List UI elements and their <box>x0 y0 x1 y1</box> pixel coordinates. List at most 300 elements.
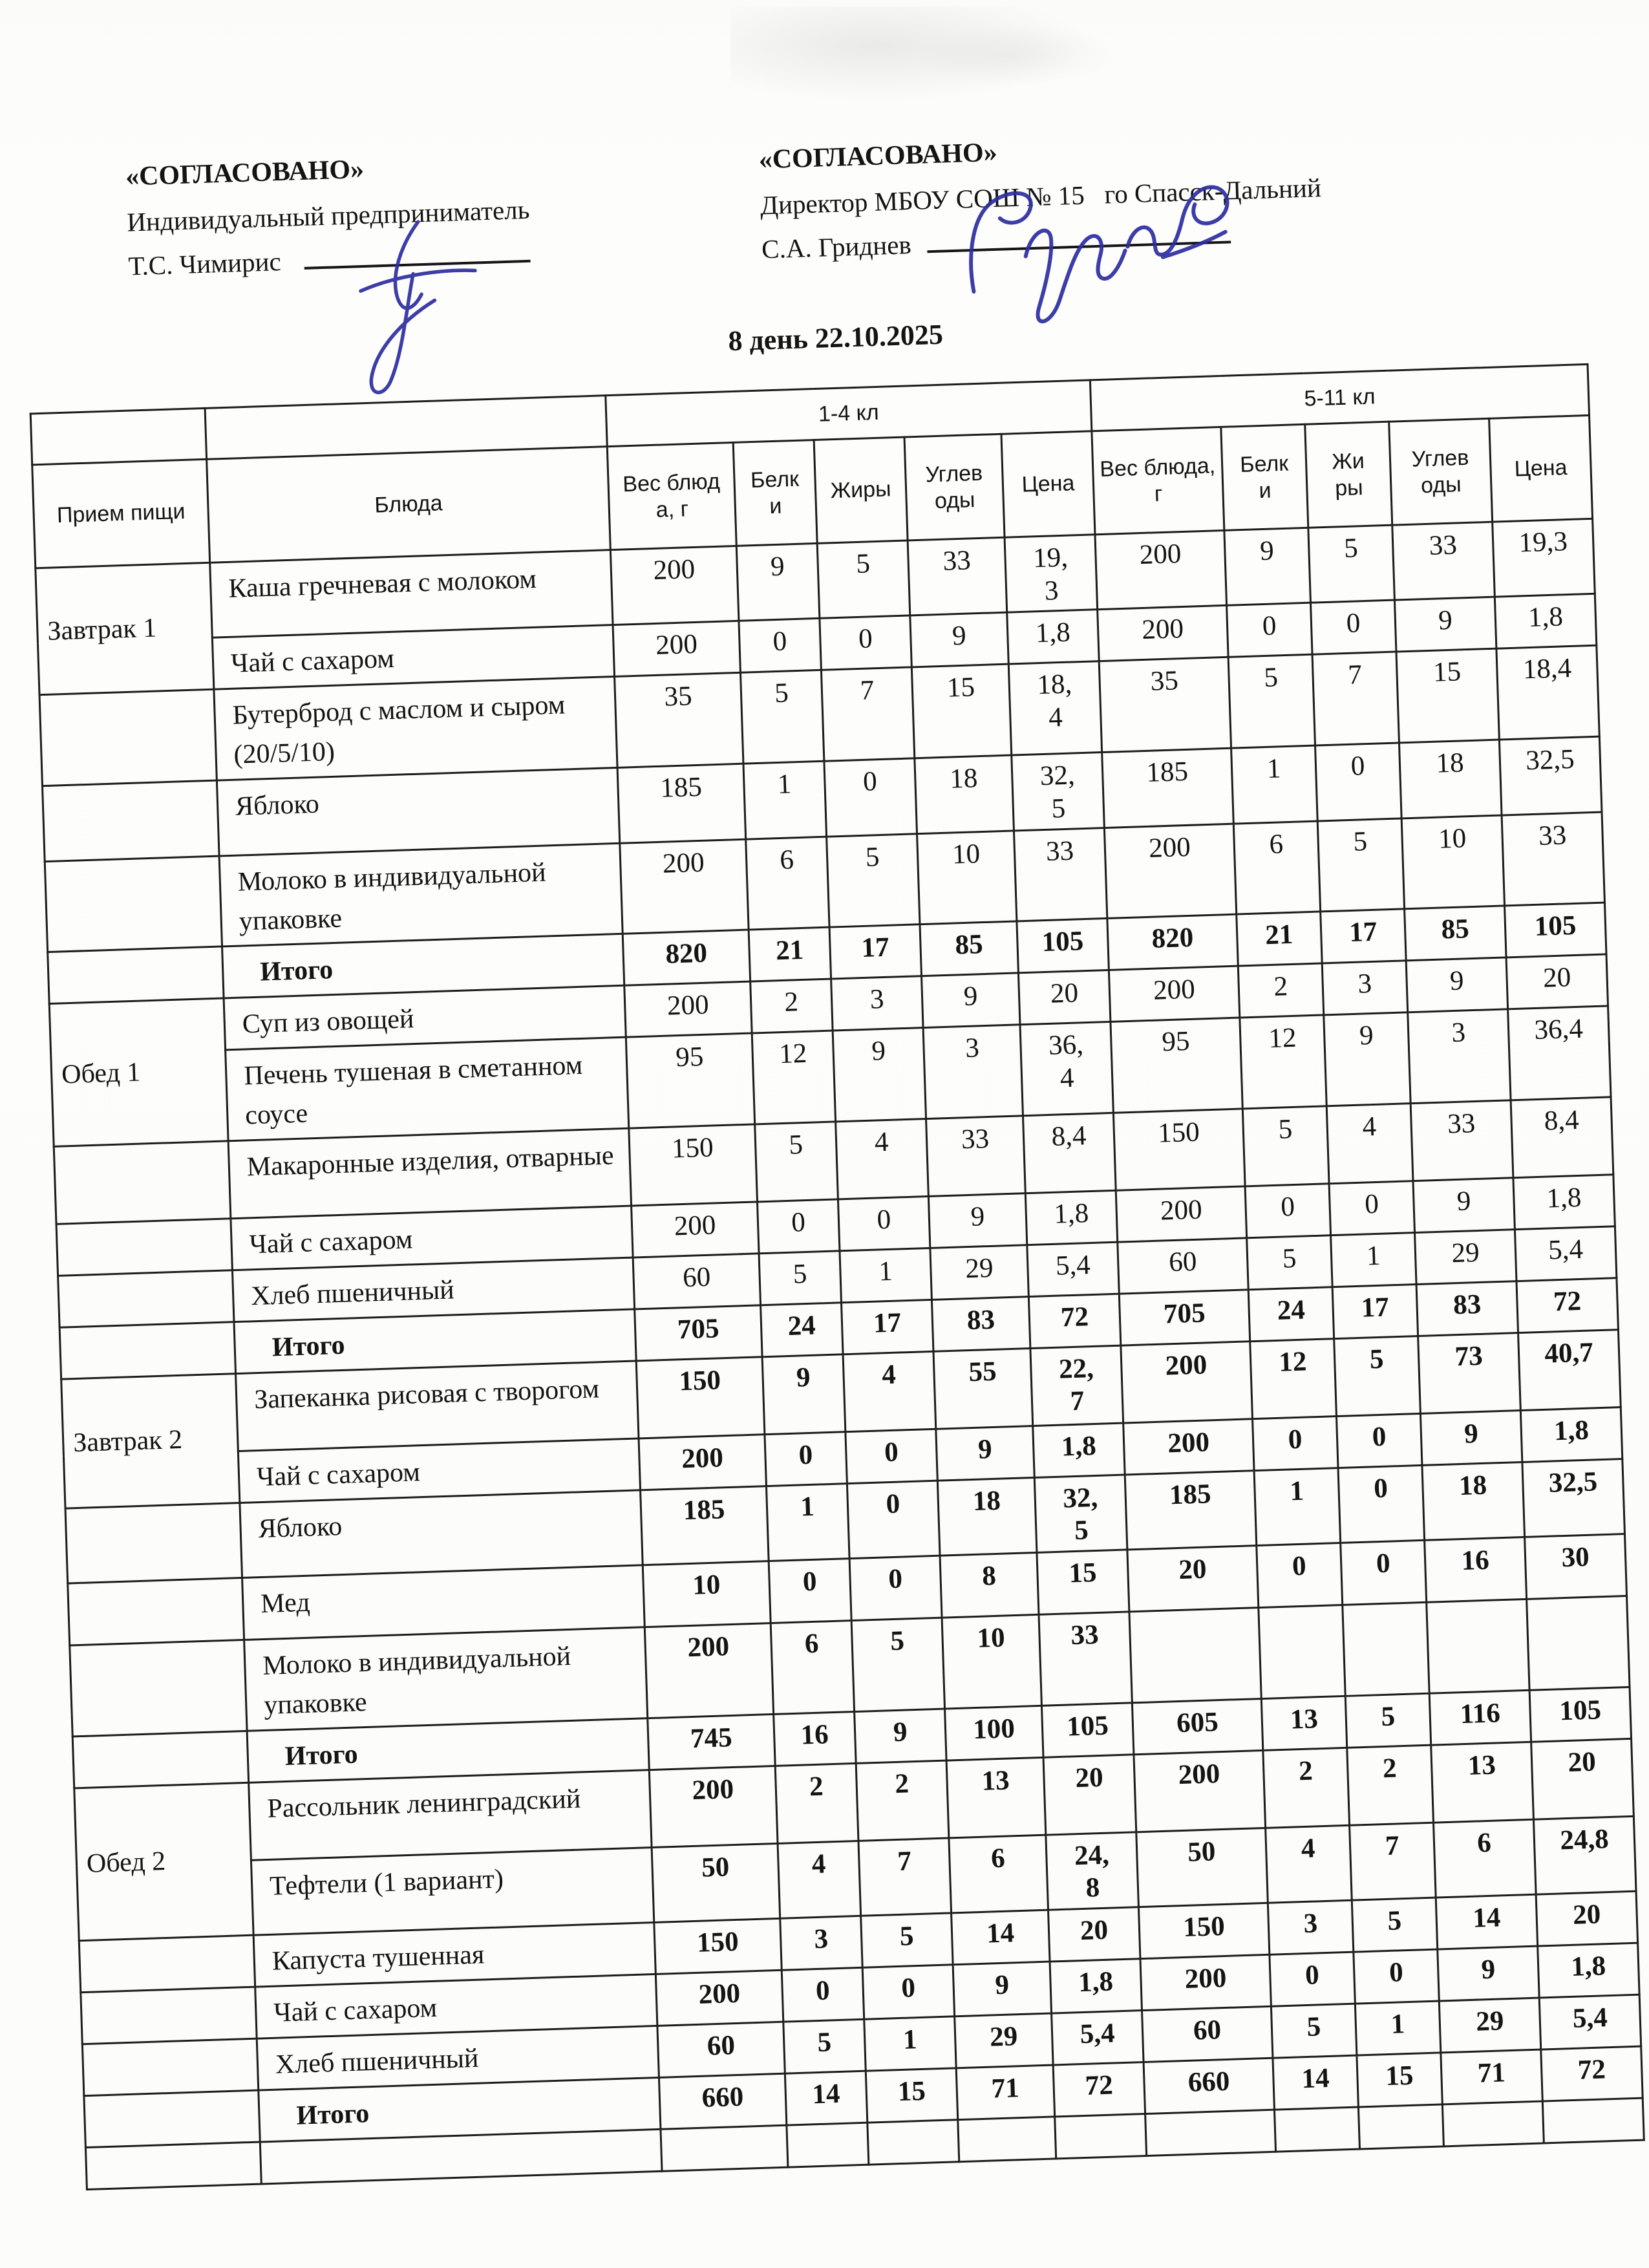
value-cell: 18 <box>937 1477 1037 1556</box>
column-header-1-4-3 <box>904 434 1005 540</box>
value-cell: 0 <box>765 1431 847 1486</box>
dish-cell: Суп из овощей <box>224 986 626 1051</box>
document-content <box>11 0 1646 2268</box>
value-cell: 6 <box>746 837 829 930</box>
value-cell: 24,8 <box>1533 1816 1636 1894</box>
value-cell: 32,5 <box>1522 1459 1625 1537</box>
value-cell: 5 <box>1352 1898 1437 1952</box>
value-cell: 745 <box>648 1714 775 1770</box>
value-cell: 14 <box>1273 2055 1358 2110</box>
dish-cell: Бутерброд с маслом и сыром (20/5/10) <box>214 677 617 780</box>
value-cell: 150 <box>1138 1903 1269 1958</box>
value-cell <box>1055 2113 1147 2159</box>
value-cell <box>1527 1596 1630 1690</box>
dish-cell: Яблоко <box>240 1490 643 1578</box>
menu-table <box>30 363 1645 2191</box>
approval-block-left <box>125 142 531 289</box>
value-cell <box>1025 1190 1117 1245</box>
value-text: 32,5 <box>1039 760 1076 824</box>
value-cell: 17 <box>842 1300 933 1354</box>
value-cell: 10 <box>1401 815 1504 910</box>
value-cell: 9 <box>953 1962 1051 2017</box>
value-cell: 8 <box>940 1552 1039 1618</box>
value-cell <box>1259 1605 1345 1698</box>
value-cell: 12 <box>1250 1338 1337 1418</box>
dish-cell: Итого <box>222 934 624 999</box>
value-cell: 0 <box>1257 1543 1343 1607</box>
value-cell: 5 <box>861 1913 953 1967</box>
value-cell <box>958 2117 1056 2162</box>
value-cell <box>1046 1832 1139 1910</box>
dish-cell: Чай с сахаром <box>212 625 614 690</box>
approver-role-right: Директор МБОУ СОШ № 15 го Спасск-Дальний <box>760 172 1322 220</box>
column-header-meal: Прием пищи <box>32 459 210 568</box>
value-cell: 1 <box>766 1483 849 1561</box>
value-cell <box>1028 1294 1120 1348</box>
value-cell: 29 <box>955 2013 1053 2068</box>
value-cell: 820 <box>622 930 750 985</box>
value-cell: 3 <box>831 976 923 1031</box>
value-cell: 0 <box>1270 1952 1355 2006</box>
value-cell: 17 <box>1332 1284 1418 1338</box>
value-cell: 2 <box>1263 1748 1350 1828</box>
value-text: 1,8 <box>1078 1966 1114 1998</box>
column-header-5-11-2 <box>1305 422 1392 528</box>
dish-cell: Итого <box>247 1718 649 1782</box>
value-cell: 5 <box>759 1251 841 1305</box>
value-cell: 17 <box>1321 909 1406 963</box>
value-text: 1,8 <box>1053 1198 1089 1230</box>
value-cell: 1 <box>840 1248 931 1302</box>
value-cell: 200 <box>620 839 749 934</box>
value-cell: 0 <box>1253 1416 1338 1470</box>
value-cell: 0 <box>1311 601 1396 655</box>
column-header-1-4-2 <box>814 437 908 543</box>
column-header-label: Белки <box>750 466 800 519</box>
value-cell: 5,4 <box>1539 1995 1641 2049</box>
value-cell: 33 <box>1410 1100 1513 1181</box>
value-cell: 55 <box>933 1348 1033 1429</box>
value-cell: 29 <box>1415 1230 1516 1285</box>
value-cell: 5 <box>1345 1693 1431 1748</box>
value-cell: 185 <box>641 1486 769 1565</box>
dish-cell: Итого <box>259 2077 661 2142</box>
column-header-5-11-4 <box>1489 415 1593 522</box>
dish-cell: Итого <box>234 1309 636 1374</box>
value-cell: 3 <box>1322 961 1407 1015</box>
value-cell: 820 <box>1107 914 1238 970</box>
value-cell: 2 <box>1347 1745 1434 1825</box>
value-cell: 13 <box>1261 1696 1346 1750</box>
value-cell <box>1023 1113 1116 1193</box>
value-cell: 5 <box>1317 818 1404 912</box>
meal-cell <box>59 1321 235 1378</box>
value-cell: 1,8 <box>1520 1407 1622 1462</box>
value-cell <box>661 2125 788 2172</box>
value-cell: 20 <box>1127 1546 1259 1612</box>
value-cell: 105 <box>1505 903 1606 957</box>
value-cell: 13 <box>946 1757 1046 1838</box>
value-cell: 7 <box>858 1838 952 1916</box>
value-cell: 6 <box>1434 1819 1537 1898</box>
value-cell <box>1358 2104 1443 2150</box>
value-cell: 85 <box>920 921 1018 976</box>
value-cell: 200 <box>639 1434 766 1490</box>
meal-cell <box>82 2038 258 2095</box>
value-cell: 10 <box>942 1614 1041 1708</box>
value-cell: 14 <box>1436 1894 1537 1949</box>
value-cell <box>1442 2101 1544 2147</box>
value-cell: 12 <box>752 1031 835 1124</box>
value-text: 105 <box>1066 1710 1109 1742</box>
column-header-label: Белки <box>1239 451 1289 503</box>
dish-cell: Макаронные изделия, отварные <box>228 1128 631 1219</box>
value-text: 105 <box>1041 926 1084 958</box>
value-cell: 6 <box>1233 821 1320 915</box>
value-cell: 1 <box>743 761 827 839</box>
value-text: 1,8 <box>1061 1430 1097 1462</box>
value-cell <box>1048 1907 1140 1962</box>
value-cell: 0 <box>846 1429 937 1483</box>
value-text: 20 <box>1074 1762 1104 1793</box>
value-cell: 0 <box>1341 1540 1427 1605</box>
value-cell: 0 <box>739 619 821 673</box>
value-cell <box>1041 1703 1133 1757</box>
value-cell: 14 <box>952 1910 1050 1965</box>
value-cell: 3 <box>1408 1009 1511 1104</box>
signature-line-left <box>303 231 530 270</box>
value-cell: 4 <box>1326 1104 1413 1184</box>
value-cell: 9 <box>1324 1012 1410 1106</box>
value-cell: 20 <box>1506 954 1608 1009</box>
value-cell: 71 <box>956 2065 1054 2120</box>
meal-cell: Завтрак 2 <box>61 1373 240 1508</box>
value-cell <box>1542 2098 1644 2144</box>
dish-cell: Чай с сахаром <box>231 1206 633 1270</box>
value-cell: 1 <box>1231 745 1318 824</box>
value-cell: 18 <box>1399 740 1502 818</box>
value-cell: 185 <box>1102 748 1234 828</box>
column-header-5-11-0 <box>1092 427 1224 534</box>
value-cell: 5 <box>1334 1336 1421 1416</box>
value-cell: 85 <box>1405 906 1506 961</box>
value-text: 72 <box>1084 2070 1114 2101</box>
approval-block-right <box>758 120 1323 272</box>
value-cell: 20 <box>1531 1738 1634 1819</box>
value-cell <box>1018 970 1110 1025</box>
value-cell: 15 <box>1396 648 1499 743</box>
value-cell: 33 <box>926 1116 1026 1197</box>
value-cell: 200 <box>649 1766 778 1847</box>
value-cell: 60 <box>1142 2006 1273 2062</box>
value-cell <box>1053 2062 1145 2116</box>
value-text: 15 <box>1068 1557 1098 1589</box>
value-cell: 7 <box>1350 1823 1436 1901</box>
value-cell: 0 <box>862 1965 954 2019</box>
dish-cell: Каша гречневая с молоком <box>210 550 613 638</box>
value-cell: 4 <box>843 1351 936 1431</box>
value-text: 33 <box>1045 835 1074 867</box>
column-header-label: Вес блюда, г <box>1099 453 1216 506</box>
value-cell: 83 <box>1416 1281 1518 1336</box>
approver-role-left: Индивидуальный предприниматель <box>126 194 530 237</box>
meal-cell <box>65 1503 242 1583</box>
column-header-label: Цена <box>1514 455 1568 482</box>
value-cell: 9 <box>910 613 1008 668</box>
value-cell <box>1129 1608 1261 1703</box>
dish-cell: Хлеб пшеничный <box>232 1257 634 1322</box>
value-cell: 0 <box>1315 743 1402 821</box>
value-cell: 35 <box>615 673 743 768</box>
value-cell: 2 <box>856 1760 949 1841</box>
column-header-1-4-1 <box>733 440 817 546</box>
value-cell: 200 <box>1121 1341 1253 1422</box>
value-cell: 3 <box>780 1916 862 1970</box>
column-header-dish: Блюда <box>207 447 611 563</box>
value-cell: 15 <box>1357 2053 1442 2107</box>
value-cell: 4 <box>836 1118 929 1199</box>
value-cell: 200 <box>655 1970 783 2026</box>
meal-cell <box>68 1578 244 1645</box>
value-cell <box>1007 610 1099 664</box>
approval-stamp-left: «СОГЛАСОВАНО» <box>125 154 365 192</box>
value-cell: 16 <box>774 1711 856 1766</box>
value-cell: 9 <box>1413 1178 1515 1233</box>
dish-cell: Тефтели (1 вариант) <box>251 1847 654 1935</box>
value-cell <box>1012 753 1105 831</box>
meal-cell <box>39 690 217 786</box>
value-cell: 200 <box>1095 530 1227 610</box>
value-cell: 5 <box>827 833 920 927</box>
value-cell: 14 <box>785 2071 867 2125</box>
column-header-label: Жиры <box>830 476 892 504</box>
value-cell: 95 <box>626 1033 754 1128</box>
value-cell: 24 <box>761 1303 843 1357</box>
value-cell: 0 <box>769 1559 851 1623</box>
value-cell: 0 <box>1336 1413 1421 1468</box>
value-cell: 32,5 <box>1499 736 1602 815</box>
value-cell: 9 <box>1438 1946 1539 2001</box>
value-cell: 5 <box>1228 655 1315 749</box>
value-cell: 105 <box>1529 1687 1631 1742</box>
value-cell: 100 <box>945 1706 1043 1760</box>
value-cell: 116 <box>1429 1690 1531 1745</box>
value-text: 22,7 <box>1058 1353 1094 1417</box>
value-text: 18,4 <box>1036 669 1072 733</box>
meal-cell <box>72 1731 248 1788</box>
value-cell: 1 <box>864 2017 956 2071</box>
value-cell <box>1008 661 1101 755</box>
value-cell <box>1020 1022 1113 1116</box>
value-cell: 200 <box>1098 606 1228 661</box>
column-header-5-11-1 <box>1221 424 1308 530</box>
value-cell: 200 <box>624 981 752 1037</box>
column-header-label: Жиры <box>1331 448 1365 500</box>
meal-cell <box>70 1640 247 1736</box>
value-cell: 200 <box>1140 1954 1271 2010</box>
meal-cell <box>84 2090 260 2147</box>
value-cell <box>1030 1345 1123 1426</box>
value-cell: 1,8 <box>1513 1175 1615 1230</box>
value-text: 19,3 <box>1032 542 1069 606</box>
value-text: 5,4 <box>1055 1249 1091 1281</box>
dish-cell: Молоко в индивидуальной упаковке <box>219 843 622 947</box>
value-cell: 0 <box>838 1196 930 1250</box>
value-cell: 29 <box>930 1245 1028 1300</box>
value-cell: 7 <box>1312 652 1399 745</box>
meal-cell <box>79 1935 255 1992</box>
value-cell: 0 <box>1338 1465 1425 1543</box>
meal-cell <box>81 1987 257 2044</box>
value-cell: 705 <box>1119 1290 1250 1345</box>
value-cell: 19,3 <box>1493 519 1595 597</box>
meal-cell: Обед 2 <box>74 1782 253 1941</box>
value-cell: 0 <box>1329 1181 1414 1236</box>
value-cell <box>1034 1475 1127 1553</box>
value-cell: 18,4 <box>1496 646 1599 740</box>
value-cell: 21 <box>1237 912 1322 966</box>
approver-name-right: С.А. Гриднев <box>761 209 1323 272</box>
column-header-1-4-0 <box>607 442 736 550</box>
dish-cell: Молоко в индивидуальной упаковке <box>244 1627 648 1731</box>
value-cell: 4 <box>778 1841 861 1918</box>
meal-cell <box>58 1270 234 1327</box>
value-cell: 200 <box>1123 1418 1254 1474</box>
menu-title: 8 день 22.10.2025 <box>727 318 944 358</box>
value-cell <box>1037 1550 1129 1614</box>
approval-stamp-right: «СОГЛАСОВАНО» <box>758 137 998 175</box>
value-cell: 1 <box>1254 1468 1341 1546</box>
column-header-label: Цена <box>1021 471 1075 497</box>
meal-cell <box>43 780 220 861</box>
value-cell: 35 <box>1099 658 1231 753</box>
value-cell <box>1005 535 1098 613</box>
meal-cell: Завтрак 1 <box>36 562 214 695</box>
value-cell: 50 <box>1136 1828 1268 1907</box>
value-cell: 150 <box>636 1356 765 1438</box>
value-cell: 9 <box>1406 957 1507 1012</box>
value-cell <box>1039 1612 1132 1706</box>
value-text: 32,5 <box>1062 1482 1098 1546</box>
value-cell: 200 <box>610 546 739 625</box>
value-cell <box>1014 828 1107 921</box>
value-cell: 5 <box>851 1618 944 1711</box>
meal-cell <box>85 2142 261 2190</box>
column-header-label: Углеводы <box>1411 445 1469 498</box>
value-cell: 5 <box>1247 1236 1332 1290</box>
column-header-1-4-4 <box>1001 431 1095 537</box>
value-cell: 6 <box>771 1621 854 1715</box>
value-cell: 0 <box>1245 1184 1330 1238</box>
value-cell: 3 <box>923 1025 1023 1118</box>
value-cell: 33 <box>1392 522 1495 600</box>
value-cell: 660 <box>659 2073 786 2129</box>
value-text: 5,4 <box>1080 2018 1116 2050</box>
value-cell: 9 <box>833 1028 926 1122</box>
value-cell: 0 <box>847 1481 940 1559</box>
dish-cell: Печень тушеная в сметанном соусе <box>226 1037 629 1140</box>
value-cell: 200 <box>1104 824 1236 919</box>
value-cell: 33 <box>908 537 1007 615</box>
column-header-label: Углеводы <box>925 460 983 513</box>
value-text: 36,4 <box>1048 1029 1084 1094</box>
value-cell: 17 <box>829 925 921 979</box>
value-cell: 12 <box>1240 1015 1326 1109</box>
value-cell: 9 <box>855 1709 946 1763</box>
value-cell <box>1145 2110 1276 2156</box>
value-cell: 660 <box>1144 2058 1274 2113</box>
value-cell: 50 <box>652 1843 780 1923</box>
dish-cell: Хлеб пшеничный <box>257 2026 659 2090</box>
value-cell: 15 <box>911 664 1011 758</box>
value-cell: 2 <box>775 1763 858 1843</box>
value-cell: 5 <box>755 1122 838 1202</box>
value-text: 24,8 <box>1074 1839 1110 1904</box>
value-cell: 705 <box>635 1305 762 1361</box>
value-cell: 0 <box>782 1967 864 2022</box>
value-cell: 18 <box>1422 1462 1525 1540</box>
value-cell: 0 <box>820 615 911 670</box>
value-text: 1,8 <box>1035 617 1071 649</box>
value-cell: 21 <box>749 928 831 982</box>
value-text: 20 <box>1050 978 1079 1010</box>
value-cell: 33 <box>1502 812 1604 906</box>
value-cell: 30 <box>1525 1534 1627 1599</box>
value-cell: 9 <box>762 1354 846 1434</box>
value-text: 72 <box>1060 1301 1089 1333</box>
dish-cell: Чай с сахаром <box>238 1439 640 1503</box>
value-cell: 60 <box>633 1254 760 1309</box>
value-cell <box>1050 1959 1142 2013</box>
value-cell: 0 <box>1354 1949 1439 2004</box>
meal-cell: Обед 1 <box>49 998 228 1146</box>
dish-cell: Капуста тушенная <box>253 1923 655 1987</box>
meal-cell <box>45 856 222 952</box>
value-cell: 9 <box>1420 1410 1522 1465</box>
value-cell: 2 <box>750 979 833 1033</box>
value-cell: 60 <box>657 2022 785 2077</box>
value-cell: 13 <box>1431 1742 1534 1823</box>
approver-name-left: Т.С. Чимирис <box>127 231 531 289</box>
value-cell: 7 <box>821 667 914 761</box>
value-cell: 9 <box>928 1193 1027 1248</box>
meal-cell <box>48 947 224 1003</box>
value-cell: 15 <box>866 2068 957 2123</box>
value-cell: 1 <box>1331 1232 1416 1287</box>
group-header-5-11: 5-11 кл <box>1090 364 1589 431</box>
value-cell: 200 <box>1109 966 1239 1022</box>
dish-cell: Мед <box>242 1565 645 1640</box>
value-cell: 73 <box>1418 1332 1521 1413</box>
value-cell: 36,4 <box>1508 1006 1611 1100</box>
value-text: 20 <box>1080 1914 1109 1947</box>
value-cell: 8,4 <box>1511 1097 1613 1178</box>
value-cell: 9 <box>1224 528 1311 606</box>
value-cell: 5 <box>783 2019 866 2073</box>
value-cell: 200 <box>613 621 740 677</box>
value-cell: 1,8 <box>1538 1943 1639 1998</box>
value-cell: 72 <box>1541 2046 1643 2101</box>
value-cell: 9 <box>936 1426 1034 1481</box>
value-cell: 40,7 <box>1518 1329 1621 1410</box>
value-cell: 185 <box>617 764 746 843</box>
value-cell: 6 <box>949 1835 1048 1913</box>
value-cell: 0 <box>1227 603 1312 658</box>
value-cell: 83 <box>931 1296 1030 1351</box>
value-cell: 3 <box>1268 1900 1353 1954</box>
column-header-5-11-3 <box>1389 418 1493 525</box>
value-cell: 605 <box>1132 1698 1262 1754</box>
